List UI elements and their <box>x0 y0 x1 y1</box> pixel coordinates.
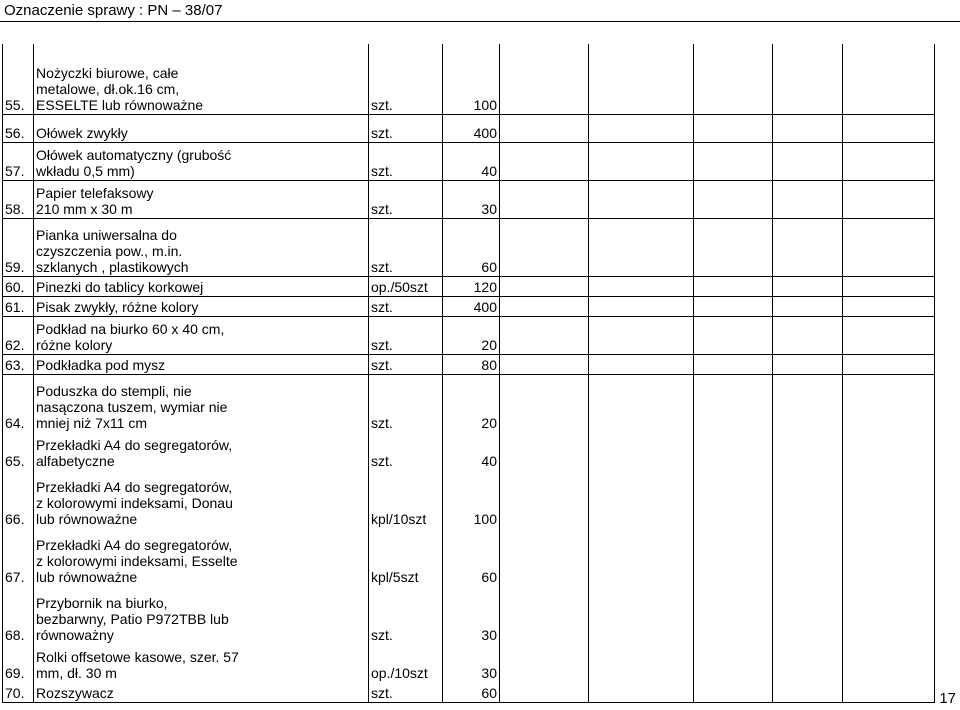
empty-cell <box>773 296 843 316</box>
table-row <box>3 432 935 470</box>
item-unit <box>369 682 443 702</box>
item-name-text: Rozszywacz <box>36 684 114 701</box>
table-row <box>3 682 935 702</box>
empty-cell <box>773 114 843 142</box>
empty-cell <box>843 44 935 114</box>
empty-cell <box>694 470 773 528</box>
row-number <box>3 276 34 296</box>
item-quantity-text: 20 <box>481 415 497 431</box>
item-unit <box>369 180 443 218</box>
table-row <box>3 114 935 142</box>
item-quantity <box>443 528 500 586</box>
empty-cell <box>843 180 935 218</box>
empty-cell <box>694 586 773 644</box>
empty-cell <box>500 44 589 114</box>
item-quantity <box>443 586 500 644</box>
empty-cell <box>694 374 773 432</box>
table-row <box>3 180 935 218</box>
row-number <box>3 142 34 180</box>
item-quantity-text: 40 <box>481 453 497 469</box>
item-unit-text: kpl/10szt <box>371 511 427 527</box>
table-row <box>3 296 935 316</box>
item-unit-text: szt. <box>371 96 393 113</box>
table-row <box>3 644 935 682</box>
item-quantity <box>443 644 500 682</box>
row-number <box>3 354 34 374</box>
item-unit <box>369 44 443 114</box>
item-name-text: Pisak zwykły, różne kolory <box>36 298 199 315</box>
empty-cell <box>694 316 773 354</box>
empty-cell <box>843 276 935 296</box>
item-quantity <box>443 470 500 528</box>
item-name-text: Pianka uniwersalna do czyszczenia pow., m.in. szklanych , plastikowych <box>36 226 189 275</box>
table-row <box>3 44 935 114</box>
row-number <box>3 528 34 586</box>
item-name-text: Przekładki A4 do segregatorów, z kolorowymi indeksami, Donau lub równoważne <box>36 479 233 527</box>
item-quantity-text: 60 <box>481 684 497 701</box>
row-number-text: 69. <box>5 665 25 681</box>
row-number <box>3 44 34 114</box>
item-name-text: Nożyczki biurowe, całe metalowe, dł.ok.16 cm, ESSELTE lub równoważne <box>36 64 204 113</box>
item-name-text: Przekładki A4 do segregatorów, alfabetyczne <box>36 437 233 469</box>
item-unit <box>369 470 443 528</box>
empty-cell <box>589 644 694 682</box>
item-quantity-text: 400 <box>473 124 497 141</box>
item-name <box>34 432 369 470</box>
row-number-text: 56. <box>5 124 25 141</box>
empty-cell <box>500 296 589 316</box>
empty-cell <box>589 470 694 528</box>
empty-cell <box>500 432 589 470</box>
empty-cell <box>589 114 694 142</box>
item-quantity-text: 400 <box>473 298 497 315</box>
item-quantity <box>443 180 500 218</box>
item-unit-text: szt. <box>371 298 393 315</box>
row-number-text: 62. <box>5 336 25 353</box>
row-number-text: 64. <box>5 415 25 431</box>
row-number-text: 59. <box>5 258 25 275</box>
table-row <box>3 316 935 354</box>
empty-cell <box>589 276 694 296</box>
empty-cell <box>500 374 589 432</box>
row-number-text: 57. <box>5 162 25 179</box>
item-unit-text: szt. <box>371 124 393 141</box>
table-row <box>3 354 935 374</box>
empty-cell <box>843 316 935 354</box>
empty-cell <box>500 528 589 586</box>
empty-cell <box>500 470 589 528</box>
item-unit <box>369 432 443 470</box>
empty-cell <box>773 142 843 180</box>
item-unit <box>369 142 443 180</box>
empty-cell <box>843 528 935 586</box>
item-name <box>34 114 369 142</box>
item-name-text: Przekładki A4 do segregatorów, z kolorowymi indeksami, Esselte lub równoważne <box>36 537 238 585</box>
item-name <box>34 296 369 316</box>
empty-cell <box>773 432 843 470</box>
item-unit-text: szt. <box>371 453 393 469</box>
item-name-text: Poduszka do stempli, nie nasączona tuszem, wymiar nie mniej niż 7x11 cm <box>36 383 228 431</box>
table-row <box>3 374 935 432</box>
item-unit <box>369 316 443 354</box>
empty-cell <box>500 682 589 702</box>
empty-cell <box>843 470 935 528</box>
empty-cell <box>694 180 773 218</box>
item-unit-text: op./50szt <box>371 278 428 295</box>
empty-cell <box>773 528 843 586</box>
empty-cell <box>773 218 843 276</box>
item-unit <box>369 586 443 644</box>
item-unit <box>369 528 443 586</box>
item-name <box>34 374 369 432</box>
row-number <box>3 218 34 276</box>
empty-cell <box>843 218 935 276</box>
empty-cell <box>843 142 935 180</box>
empty-cell <box>694 296 773 316</box>
empty-cell <box>773 644 843 682</box>
item-quantity <box>443 142 500 180</box>
empty-cell <box>843 432 935 470</box>
empty-cell <box>589 354 694 374</box>
row-number-text: 63. <box>5 356 25 373</box>
empty-cell <box>589 432 694 470</box>
item-name <box>34 586 369 644</box>
item-quantity-text: 30 <box>481 200 497 217</box>
item-quantity-text: 60 <box>481 258 497 275</box>
item-quantity-text: 100 <box>473 96 497 113</box>
item-unit-text: szt. <box>371 200 393 217</box>
items-table <box>2 44 935 703</box>
empty-cell <box>843 296 935 316</box>
table-row <box>3 528 935 586</box>
item-name <box>34 644 369 682</box>
empty-cell <box>773 374 843 432</box>
item-unit-text: szt. <box>371 162 393 179</box>
empty-cell <box>500 644 589 682</box>
empty-cell <box>500 354 589 374</box>
item-name-text: Papier telefaksowy 210 mm x 30 m <box>36 184 154 217</box>
row-number <box>3 316 34 354</box>
item-quantity <box>443 316 500 354</box>
item-name-text: Podkład na biurko 60 x 40 cm, różne kolory <box>36 320 225 353</box>
item-name <box>34 470 369 528</box>
item-name-text: Ołówek automatyczny (grubość wkładu 0,5 mm) <box>36 146 232 179</box>
item-name <box>34 44 369 114</box>
item-unit-text: kpl/5szt <box>371 569 419 585</box>
row-number-text: 60. <box>5 278 25 295</box>
item-quantity <box>443 44 500 114</box>
item-unit-text: szt. <box>371 627 393 643</box>
item-unit <box>369 218 443 276</box>
row-number-text: 68. <box>5 627 25 643</box>
empty-cell <box>843 114 935 142</box>
item-quantity-text: 120 <box>473 278 497 295</box>
row-number <box>3 470 34 528</box>
row-number <box>3 114 34 142</box>
empty-cell <box>589 180 694 218</box>
row-number <box>3 296 34 316</box>
table-row <box>3 142 935 180</box>
empty-cell <box>694 354 773 374</box>
empty-cell <box>843 644 935 682</box>
empty-cell <box>843 354 935 374</box>
item-quantity <box>443 682 500 702</box>
item-name-text: Rolki offsetowe kasowe, szer. 57 mm, dł. 30 m <box>36 649 239 681</box>
item-quantity-text: 30 <box>481 665 497 681</box>
item-name <box>34 180 369 218</box>
empty-cell <box>589 316 694 354</box>
item-unit <box>369 644 443 682</box>
item-quantity <box>443 296 500 316</box>
empty-cell <box>589 44 694 114</box>
empty-cell <box>500 586 589 644</box>
item-quantity <box>443 276 500 296</box>
item-unit-text: szt. <box>371 356 393 373</box>
row-number <box>3 374 34 432</box>
item-quantity <box>443 354 500 374</box>
item-unit <box>369 374 443 432</box>
table-row <box>3 276 935 296</box>
empty-cell <box>773 354 843 374</box>
empty-cell <box>500 276 589 296</box>
empty-cell <box>694 218 773 276</box>
item-quantity-text: 100 <box>473 511 497 527</box>
item-quantity-text: 30 <box>481 627 497 643</box>
empty-cell <box>773 276 843 296</box>
empty-cell <box>694 682 773 702</box>
item-quantity <box>443 114 500 142</box>
items-table-body <box>3 44 935 702</box>
empty-cell <box>500 114 589 142</box>
empty-cell <box>589 528 694 586</box>
item-quantity <box>443 374 500 432</box>
empty-cell <box>500 142 589 180</box>
empty-cell <box>694 644 773 682</box>
item-name-text: Pinezki do tablicy korkowej <box>36 278 204 295</box>
empty-cell <box>773 44 843 114</box>
empty-cell <box>694 142 773 180</box>
case-number-title: Oznaczenie sprawy : PN – 38/07 <box>4 2 223 19</box>
row-number-text: 66. <box>5 511 25 527</box>
item-quantity-text: 40 <box>481 162 497 179</box>
item-name <box>34 218 369 276</box>
empty-cell <box>843 374 935 432</box>
empty-cell <box>500 180 589 218</box>
page-header <box>0 0 960 22</box>
item-unit-text: szt. <box>371 415 393 431</box>
empty-cell <box>773 180 843 218</box>
empty-cell <box>589 586 694 644</box>
row-number-text: 58. <box>5 200 25 217</box>
item-name <box>34 316 369 354</box>
empty-cell <box>843 682 935 702</box>
empty-cell <box>589 218 694 276</box>
table-row <box>3 470 935 528</box>
item-name-text: Ołówek zwykły <box>36 124 128 141</box>
item-unit-text: szt. <box>371 258 393 275</box>
item-unit-text: op./10szt <box>371 665 428 681</box>
row-number <box>3 180 34 218</box>
item-name-text: Podkładka pod mysz <box>36 356 166 373</box>
empty-cell <box>773 470 843 528</box>
empty-cell <box>694 528 773 586</box>
row-number-text: 65. <box>5 453 25 469</box>
table-row <box>3 218 935 276</box>
row-number <box>3 432 34 470</box>
item-quantity <box>443 218 500 276</box>
empty-cell <box>694 276 773 296</box>
empty-cell <box>694 44 773 114</box>
empty-cell <box>500 316 589 354</box>
empty-cell <box>589 374 694 432</box>
row-number <box>3 644 34 682</box>
item-unit <box>369 276 443 296</box>
item-quantity-text: 20 <box>481 336 497 353</box>
item-name <box>34 354 369 374</box>
empty-cell <box>843 586 935 644</box>
item-name <box>34 276 369 296</box>
item-name <box>34 142 369 180</box>
empty-cell <box>773 586 843 644</box>
empty-cell <box>694 432 773 470</box>
page-number: 17 <box>939 690 956 707</box>
row-number-text: 70. <box>5 684 25 701</box>
item-unit-text: szt. <box>371 336 393 353</box>
item-name <box>34 682 369 702</box>
item-unit <box>369 354 443 374</box>
item-unit-text: szt. <box>371 684 393 701</box>
table-row <box>3 586 935 644</box>
item-quantity <box>443 432 500 470</box>
item-unit <box>369 296 443 316</box>
empty-cell <box>500 218 589 276</box>
row-number <box>3 682 34 702</box>
row-number-text: 67. <box>5 569 25 585</box>
empty-cell <box>773 682 843 702</box>
item-name <box>34 528 369 586</box>
row-number-text: 55. <box>5 96 25 113</box>
empty-cell <box>589 142 694 180</box>
row-number-text: 61. <box>5 298 25 315</box>
item-quantity-text: 80 <box>481 356 497 373</box>
empty-cell <box>694 114 773 142</box>
empty-cell <box>773 316 843 354</box>
item-quantity-text: 60 <box>481 569 497 585</box>
row-number <box>3 586 34 644</box>
item-unit <box>369 114 443 142</box>
empty-cell <box>589 296 694 316</box>
item-name-text: Przybornik na biurko, bezbarwny, Patio P972TBB lub równoważny <box>36 595 229 643</box>
empty-cell <box>589 682 694 702</box>
